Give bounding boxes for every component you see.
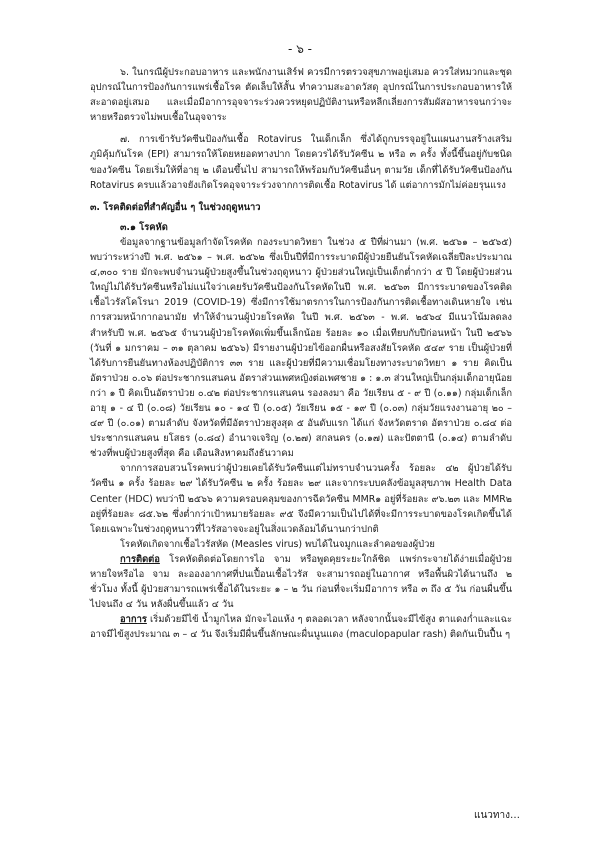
page-number: - ๖ - bbox=[288, 42, 312, 56]
section-3-heading: ๓. โรคติดต่อที่สำคัญอื่น ๆ ในช่วงฤดูหนาว bbox=[90, 201, 261, 213]
measles-symptoms-paragraph bbox=[90, 612, 512, 642]
transmission-label: การติดต่อ bbox=[120, 553, 160, 565]
measles-cause-paragraph: โรคหัดเกิดจากเชื้อไวรัสหัด (Measles virus) พบได้ในจมูกและลำคอของผู้ป่วย bbox=[120, 538, 435, 550]
symptoms-label: อาการ bbox=[120, 614, 147, 626]
item-6-paragraph: ๖. ในกรณีผู้ประกอบอาหาร และพนักงานเสิร์ฟ ควรมีการตรวจสุขภาพอยู่เสมอ ควรใส่หมวกและชุดอุปกรณ์ในการป้องกันการแพร่เชื้อโรค ตัดเล็บให้สั้น ทำความสะอาดวัสดุ อุปกรณ์ในการประกอบอาหารให้สะอาดอยู่เสมอ และเมื่อมีอาการอุจจาระร่วงควรหยุดปฏิบัติงานหรือหลีกเลี่ยงการสัมผัสอาหารจนกว่าจะหายหรือตรวจไม่พบเชื้อในอุจจาระ bbox=[90, 67, 512, 124]
body-text bbox=[90, 65, 512, 642]
item-7-paragraph: ๗. การเข้ารับวัคซีนป้องกันเชื้อ Rotavirus ในเด็กเล็ก ซึ่งได้ถูกบรรจุอยู่ในแผนงานสร้างเสริมภูมิคุ้มกันโรค (EPI) สามารถให้โดยหยอดทางปาก โดยควรได้รับวัคซีน ๒ หรือ ๓ ครั้ง ทั้งนี้ขึ้นอยู่กับชนิดของวัคซีน โดยเริ่มให้ที่อายุ ๒ เดือนขึ้นไป สามารถให้พร้อมกับวัคซีนอื่นๆ ตามวัย เด็กที่ได้รับวัคซีนป้องกัน Rotavirus ครบแล้วอาจยังเกิดโรคอุจจาระร่วงจากการติดเชื้อ Rotavirus ได้ แต่อาการมักไม่ค่อยรุนแรง bbox=[90, 134, 512, 191]
measles-transmission-paragraph bbox=[90, 552, 512, 612]
measles-statistics-paragraph: ข้อมูลจากฐานข้อมูลกำจัดโรคหัด กองระบาดวิทยา ในช่วง ๕ ปีที่ผ่านมา (พ.ศ. ๒๕๖๑ – ๒๕๖๕) พบว่าระหว่างปี พ.ศ. ๒๕๖๑ – พ.ศ. ๒๕๖๒ ซึ่งเป็นปีที่มีการระบาดมีผู้ป่วยยืนยันโรคหัดเฉลี่ยปีละประมาณ ๔,๓๐๐ ราย มักจะพบจำนวนผู้ป่วยสูงขึ้นในช่วงฤดูหนาว ผู้ป่วยส่วนใหญ่เป็นเด็กต่ำกว่า ๕ ปี โดยผู้ป่วยส่วนใหญ่ไม่ได้รับวัคซีนหรือไม่แน่ใจว่าเคยรับวัคซีนป้องกันโรคหัดในปี พ.ศ. ๒๕๖๓ มีการระบาดของโรคติดเชื้อไวรัสโคโรนา 2019 (COVID-19) ซึ่งมีการใช้มาตรการในการป้องกันการติดเชื้อทางเดินหายใจ เช่น การสวมหน้ากากอนามัย ทำให้จำนวนผู้ป่วยโรคหัด ในปี พ.ศ. ๒๕๖๓ - พ.ศ. ๒๕๖๔ มีแนวโน้มลดลง สำหรับปี พ.ศ. ๒๕๖๕ จำนวนผู้ป่วยโรคหัดเพิ่มขึ้นเล็กน้อย ร้อยละ ๑๐ เมื่อเทียบกับปีก่อนหน้า ในปี ๒๕๖๖ (วันที่ ๑ มกราคม – ๓๑ ตุลาคม ๒๕๖๖) มีรายงานผู้ป่วยไข้ออกผื่นหรือสงสัยโรคหัด ๕๔๙ ราย เป็นผู้ป่วยที่ได้รับการยืนยันทางห้องปฏิบัติการ ๓๓ ราย และผู้ป่วยที่มีความเชื่อมโยงทางระบาดวิทยา ๑ ราย คิดเป็นอัตราป่วย ๐.๐๖ ต่อประชากรแสนคน อัตราส่วนเพศหญิงต่อเพศชาย ๑ : ๑.๓ ส่วนใหญ่เป็นกลุ่มเด็กอายุน้อยกว่า ๑ ปี คิดเป็นอัตราป่วย ๐.๔๒ ต่อประชากรแสนคน รองลงมา คือ วัยเรียน ๕ - ๙ ปี (๐.๑๑) กลุ่มเด็กเล็กอายุ ๑ - ๔ ปี (๐.๐๘) วัยเรียน ๑๐ - ๑๔ ปี (๐.๐๕) วัยเรียน ๑๕ - ๑๙ ปี (๐.๐๓) กลุ่มวัยแรงงานอายุ ๒๐ – ๔๙ ปี (๐.๐๑) ตามลำดับ จังหวัดที่มีอัตราป่วยสูงสุด ๕ อันดับแรก ได้แก่ จังหวัดตราด อัตราป่วย ๐.๘๔ ต่อประชากรแสนคน ยโสธร (๐.๘๔) อำนาจเจริญ (๐.๒๗) สกลนคร (๐.๑๗) และปัตตานี (๐.๑๔) ตามลำดับ ช่วงที่พบผู้ป่วยสูงที่สุด คือ เดือนสิงหาคมถึงธันวาคม bbox=[90, 236, 512, 460]
symptoms-text: เริ่มด้วยมีไข้ น้ำมูกไหล มักจะไอแห้ง ๆ ตลอดเวลา หลังจากนั้นจะมีไข้สูง ตาแดงก่ำและแฉะ อาจมีไข้สูงประมาณ ๓ – ๔ วัน จึงเริ่มมีผื่นขึ้นลักษณะผื่นนูนแดง (maculopapular rash) ติดกันเป็นปื้น ๆ bbox=[90, 614, 512, 641]
footer-continuation: แนวทาง… bbox=[474, 810, 520, 821]
measles-vaccination-paragraph: จากการสอบสวนโรคพบว่าผู้ป่วยเคยได้รับวัคซีนแต่ไม่ทราบจำนวนครั้ง ร้อยละ ๔๒ ผู้ป่วยได้รับวัคซีน ๑ ครั้ง ร้อยละ ๒๙ ได้รับวัคซีน ๒ ครั้ง ร้อยละ ๒๙ และจากระบบคลังข้อมูลสุขภาพ Health Data Center (HDC) พบว่าปี ๒๕๖๖ ความครอบคลุมของการฉีดวัคซีน MMR๑ อยู่ที่ร้อยละ ๙๖.๒๓ และ MMR๒ อยู่ที่ร้อยละ ๘๕.๖๒ ซึ่งต่ำกว่าเป้าหมายร้อยละ ๙๕ จึงมีความเป็นไปได้ที่จะมีการระบาดของโรคเกิดขึ้นได้ โดยเฉพาะในช่วงฤดูหนาวที่ไวรัสอาจจะอยู่ในสิ่งแวดล้อมได้นานกว่าปกติ bbox=[90, 463, 512, 535]
transmission-text: โรคหัดติดต่อโดยการไอ จาม หรือพูดคุยระยะใกล้ชิด แพร่กระจายได้ง่ายเมื่อผู้ป่วยหายใจหรือไอ จาม ละอองอากาศที่ปนเปื้อนเชื้อไวรัส จะสามารถอยู่ในอากาศ หรือพื้นผิวได้นานถึง ๒ ชั่วโมง ทั้งนี้ ผู้ป่วยสามารถแพร่เชื้อได้ในระยะ ๑ – ๒ วัน ก่อนที่จะเริ่มมีอาการ หรือ ๓ ถึง ๕ วัน ก่อนผื่นขึ้น ไปจนถึง ๔ วัน หลังผื่นขึ้นแล้ว ๔ วัน bbox=[90, 553, 512, 611]
section-3-1-heading: ๓.๑ โรคหัด bbox=[120, 221, 168, 233]
